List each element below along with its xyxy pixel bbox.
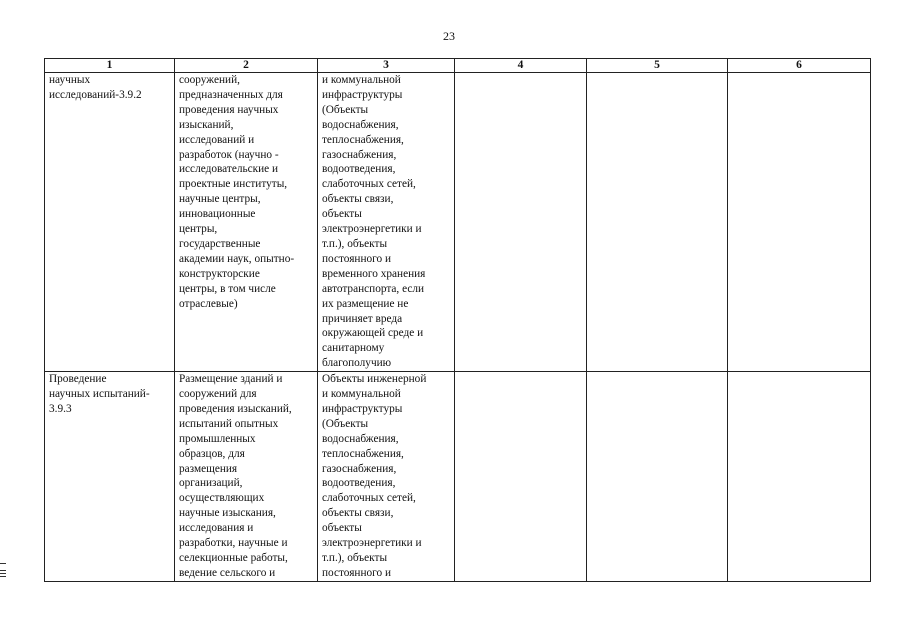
table-cell bbox=[318, 372, 455, 582]
table-cell bbox=[318, 73, 455, 372]
table-cell bbox=[45, 73, 175, 372]
scan-margin-mark bbox=[0, 573, 6, 574]
column-header-5: 5 bbox=[587, 59, 728, 73]
zoning-table bbox=[44, 58, 871, 582]
use-type-name: научных исследований-3.9.2 bbox=[49, 74, 142, 101]
table-cell bbox=[455, 73, 587, 372]
header-row bbox=[45, 59, 871, 73]
table-cell bbox=[455, 372, 587, 582]
column-header-1: 1 bbox=[45, 59, 175, 73]
use-type-description: сооружений, предназначенных для проведения научных изысканий, исследований и разработок (научно - исследовательские и проектные институты, научные центры, инновационные центры, государственные академии наук, опытно- конструкторские центры, в том числе отраслевые) bbox=[179, 74, 295, 310]
scan-margin-mark bbox=[0, 576, 6, 577]
table-cell bbox=[728, 372, 871, 582]
table-cell bbox=[587, 372, 728, 582]
scan-margin-mark bbox=[0, 563, 6, 564]
scan-margin-mark bbox=[0, 570, 6, 571]
table-cell bbox=[175, 372, 318, 582]
table-cell bbox=[45, 372, 175, 582]
column-header-4: 4 bbox=[455, 59, 587, 73]
column-header-2: 2 bbox=[175, 59, 318, 73]
table-cell bbox=[728, 73, 871, 372]
table-cell bbox=[175, 73, 318, 372]
table-row bbox=[45, 372, 871, 582]
column-header-3: 3 bbox=[318, 59, 455, 73]
page-number: 23 bbox=[443, 29, 455, 43]
table-row bbox=[45, 73, 871, 372]
column-header-6: 6 bbox=[728, 59, 871, 73]
table-cell bbox=[587, 73, 728, 372]
use-type-description: Размещение зданий и сооружений для проведения изысканий, испытаний опытных промышленных образцов, для размещения организаций, осуществляющих научные изыскания, исследования и разработки, научные и селекционные работы, ведение сельского и bbox=[179, 373, 292, 579]
auxiliary-uses: Объекты инженерной и коммунальной инфраструктуры (Объекты водоснабжения, теплоснабжения, газоснабжения, водоотведения, слаботочных сетей, объекты связи, объекты электроэнергетики и т.п.), объекты постоянного и bbox=[322, 373, 427, 579]
auxiliary-uses: и коммунальной инфраструктуры (Объекты водоснабжения, теплоснабжения, газоснабжения, водоотведения, слаботочных сетей, объекты связи, объекты электроэнергетики и т.п.), объекты постоянного и временного хранения автотранспорта, если их размещение не причиняет вреда окружающей среде и санитарному благополучию bbox=[322, 74, 426, 370]
use-type-name: Проведение научных испытаний- 3.9.3 bbox=[49, 373, 150, 415]
